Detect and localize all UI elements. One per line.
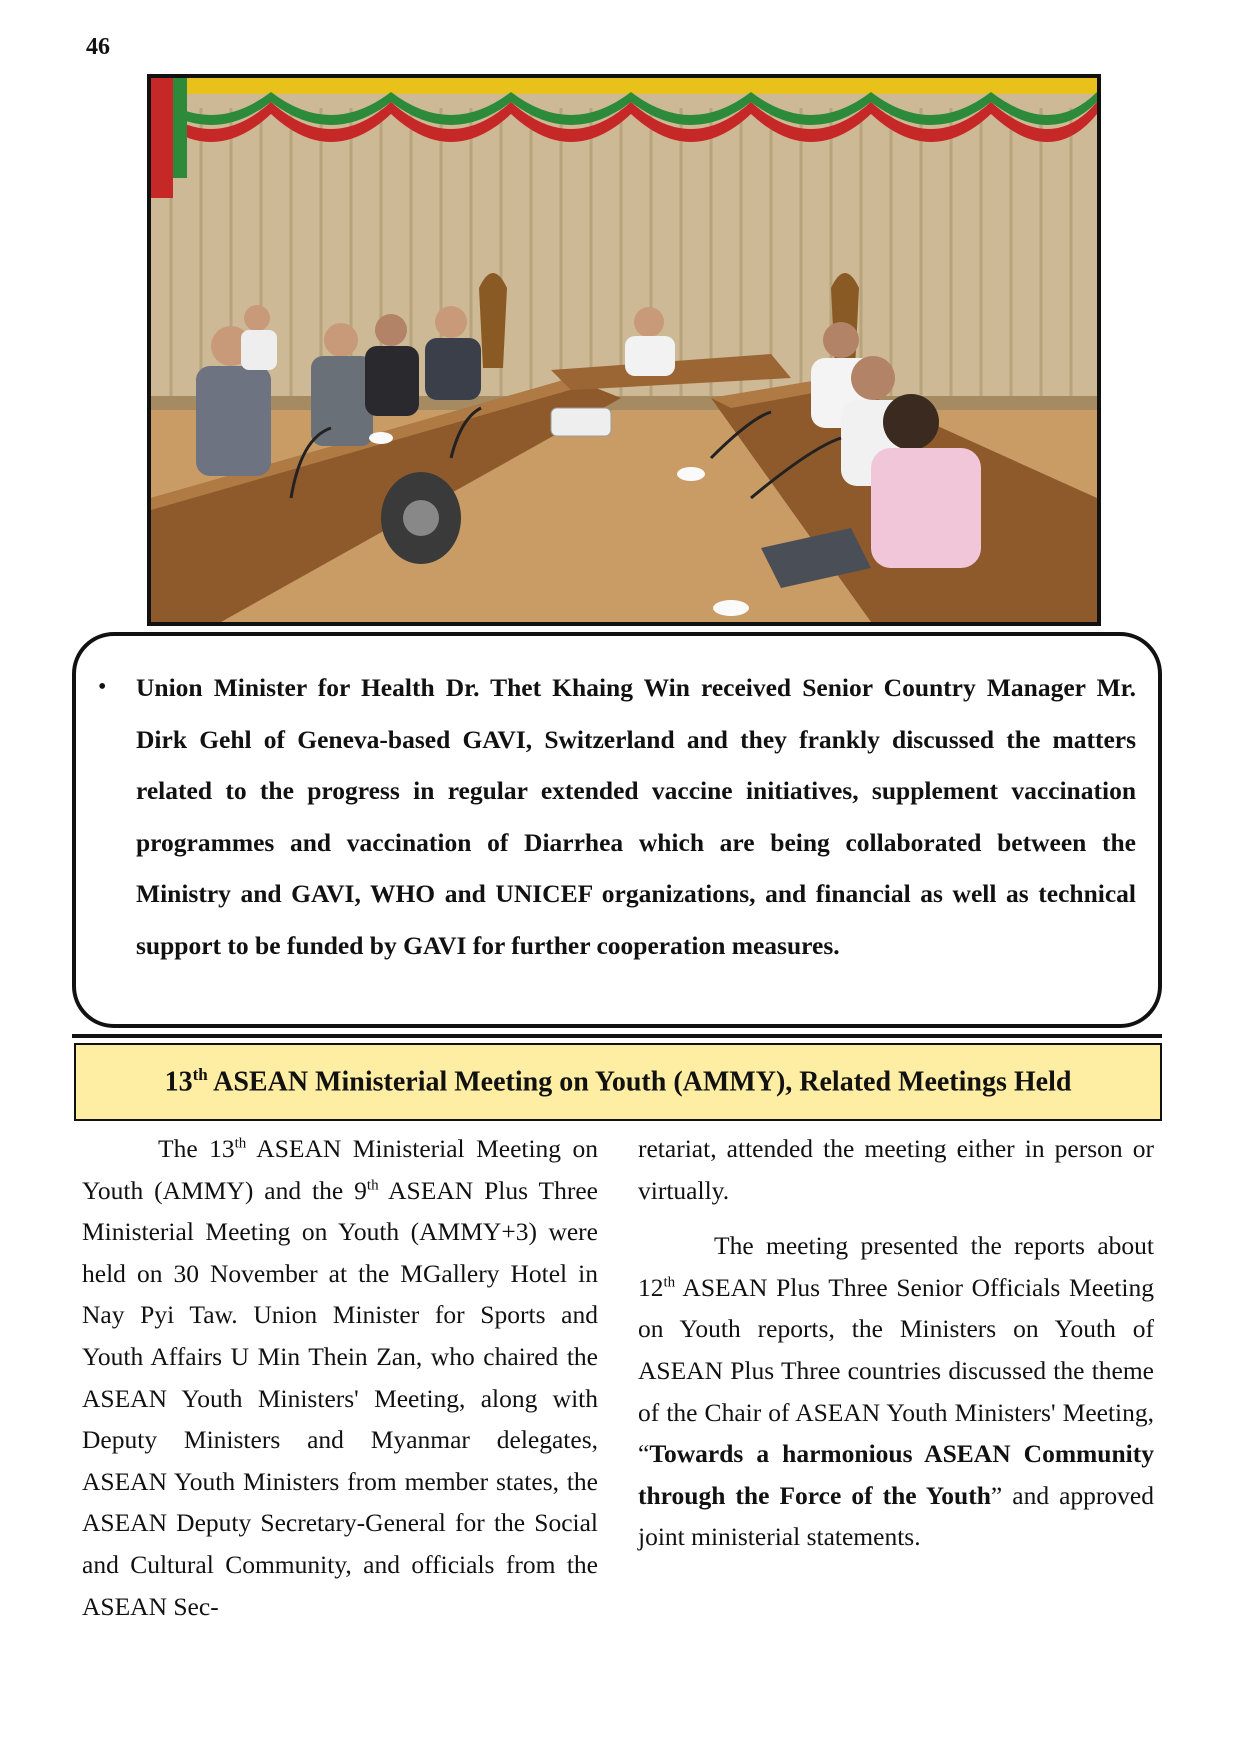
meeting-room-photo-icon [151, 78, 1097, 622]
article-paragraph: The 13th ASEAN Ministerial Meeting on Youth (AMMY) and the 9th ASEAN Plus Three Ministerial Meeting on Youth (AMMY+3) were held on 30 November at the MGallery Hotel in Nay Pyi Taw. Union Minister for Sports and Youth Affairs U Min Thein Zan, who chaired the ASEAN Youth Ministers' Meeting, along with Deputy Ministers and Myanmar delegates, ASEAN Youth Ministers from member states, the ASEAN Deputy Secretary-General for the Social and Cultural Community, and officials from the ASEAN Sec- [82, 1134, 598, 1621]
page-number: 46 [86, 34, 110, 60]
section-divider [72, 1034, 1162, 1038]
meeting-theme: Towards a harmonious ASEAN Community through the Force of the Youth [638, 1439, 1154, 1510]
article-column-right [638, 1128, 1154, 1558]
bullet-icon: • [98, 674, 107, 700]
article-heading-box [74, 1043, 1162, 1121]
article-heading: 13th ASEAN Ministerial Meeting on Youth (AMMY), Related Meetings Held [164, 1065, 1072, 1098]
article-paragraph: retariat, attended the meeting either in person or virtually. [638, 1134, 1154, 1205]
article-column-left [82, 1128, 598, 1627]
meeting-photo [147, 74, 1101, 626]
caption-box [72, 632, 1162, 1028]
photo-caption: Union Minister for Health Dr. Thet Khaing Win received Senior Country Manager Mr. Dirk Gehl of Geneva-based GAVI, Switzerland and they frankly discussed the matters related to the progress in regular extended vaccine initiatives, supplement vaccination programmes and vaccination of Diarrhea which are being collaborated between the Ministry and GAVI, WHO and UNICEF organizations, and financial as well as technical support to be funded by GAVI for further cooperation measures. [136, 673, 1136, 960]
article-paragraph: The meeting presented the reports about 12th ASEAN Plus Three Senior Officials Meeting on Youth reports, the Ministers on Youth of ASEAN Plus Three countries discussed the theme of the Chair of ASEAN Youth Ministers' Meeting, “Towards a harmonious ASEAN Community through the Force of the Youth” and approved joint ministerial statements. [638, 1231, 1154, 1552]
